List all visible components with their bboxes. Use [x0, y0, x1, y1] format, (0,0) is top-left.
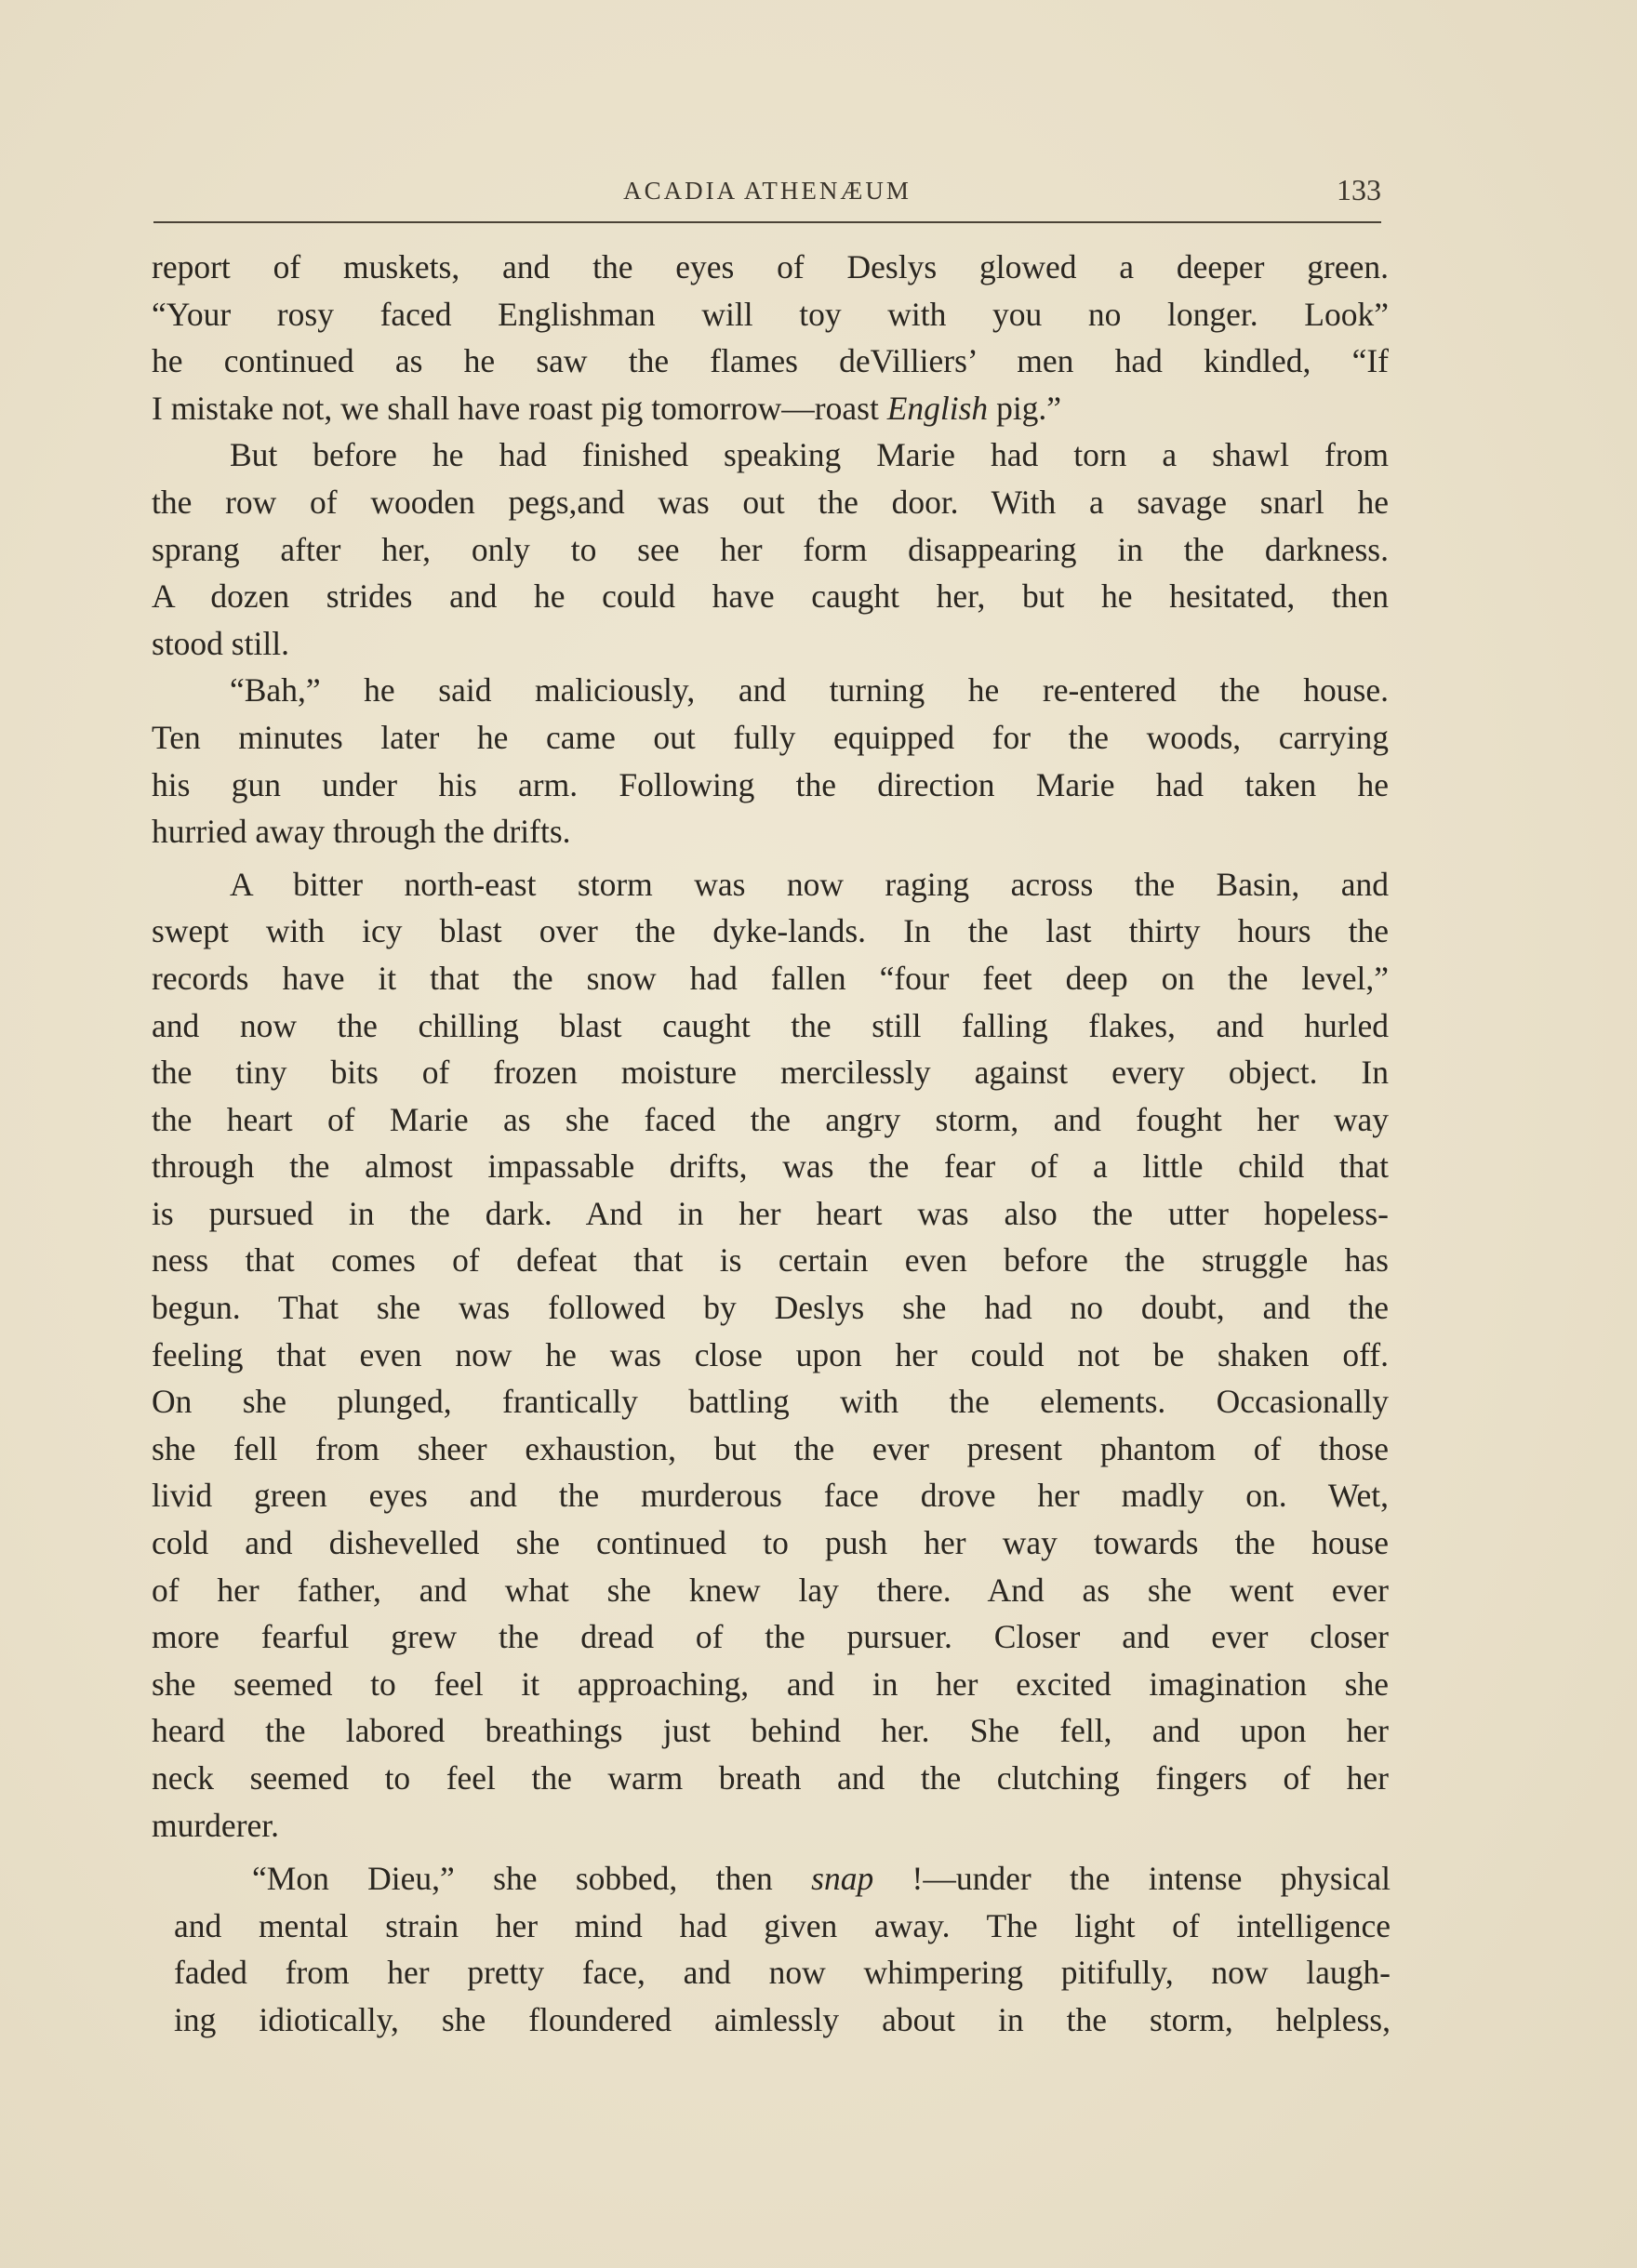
text-line: “Bah,” he said maliciously, and turning he re-entered the house.: [230, 671, 1389, 710]
text-line: and now the chilling blast caught the still falling flakes, and hurled: [152, 1006, 1389, 1044]
header-rule: [153, 221, 1381, 223]
text-line: the heart of Marie as she faced the angry storm, and fought her way: [152, 1100, 1389, 1138]
italic-word: snap: [811, 1860, 874, 1897]
text-line: he continued as he saw the flames deVilliers’ men had kindled, “If: [152, 342, 1389, 380]
text-line: murderer.: [152, 1806, 280, 1844]
running-head: ACADIA ATHENÆUM: [623, 177, 912, 205]
text-line: and mental strain her mind had given away. The light of intelligence: [174, 1906, 1391, 1944]
text-line: hurried away through the drifts.: [152, 813, 571, 851]
text-line: report of muskets, and the eyes of Deslys glowed a deeper green.: [152, 248, 1389, 285]
text-line: the tiny bits of frozen moisture mercilessly against every object. In: [152, 1054, 1389, 1092]
text-line: begun. That she was followed by Deslys she had no doubt, and the: [152, 1289, 1389, 1327]
text-line: A dozen strides and he could have caught her, but he hesitated, then: [152, 577, 1389, 616]
text-line: records have it that the snow had fallen “four feet deep on the level,”: [152, 959, 1389, 997]
text-line: swept with icy blast over the dyke-lands. In the last thirty hours the: [152, 912, 1389, 950]
paragraph-2: [152, 431, 1389, 667]
text-line: through the almost impassable drifts, was the fear of a little child that: [152, 1147, 1389, 1186]
text-line: On she plunged, frantically battling with the elements. Occasionally: [152, 1383, 1389, 1421]
text-line: more fearful grew the dread of the pursuer. Closer and ever closer: [152, 1618, 1389, 1656]
paragraph-3: [152, 667, 1389, 855]
paragraph-1: [152, 244, 1389, 431]
body-text: [152, 244, 1389, 1849]
text-line: cold and dishevelled she continued to push her way towards the house: [152, 1524, 1389, 1562]
text-line: ness that comes of defeat that is certain even before the struggle has: [152, 1241, 1389, 1280]
text-line: feeling that even now he was close upon her could not be shaken off.: [152, 1335, 1389, 1373]
italic-word: English: [886, 389, 989, 427]
text-line: is pursued in the dark. And in her heart was also the utter hopeless-: [152, 1194, 1389, 1232]
text-line: sprang after her, only to see her form disappearing in the darkness.: [152, 530, 1389, 568]
text-line: neck seemed to feel the warm breath and the clutching fingers of her: [152, 1759, 1389, 1797]
text-line: faded from her pretty face, and now whimpering pitifully, now laugh-: [174, 1954, 1391, 1992]
text-line: stood still.: [152, 624, 289, 662]
text-line: heard the labored breathings just behind her. She fell, and upon her: [152, 1712, 1389, 1750]
body-text-continued: [174, 1855, 1391, 2043]
text-line: his gun under his arm. Following the direction Marie had taken he: [152, 765, 1389, 803]
text-line: A bitter north-east storm was now raging across the Basin, and: [230, 865, 1389, 903]
text-line: the row of wooden pegs,and was out the door. With a savage snarl he: [152, 483, 1389, 521]
text-line-with-italic: I mistake not, we shall have roast pig tomorrow—roast English pig.”: [152, 389, 1062, 427]
text-line: she fell from sheer exhaustion, but the ever present phantom of those: [152, 1429, 1389, 1467]
paragraph-5: [174, 1855, 1391, 2043]
text-line: ing idiotically, she floundered aimlessly about in the storm, helpless,: [174, 2000, 1391, 2038]
text-line: “Your rosy faced Englishman will toy with you no longer. Look”: [152, 295, 1389, 333]
page-number: 133: [1337, 173, 1381, 206]
page-header: [153, 173, 1381, 219]
text-line: But before he had finished speaking Marie had torn a shawl from: [230, 436, 1389, 474]
text-line: livid green eyes and the murderous face drove her madly on. Wet,: [152, 1477, 1389, 1515]
paragraph-4: [152, 861, 1389, 1849]
text-line: Ten minutes later he came out fully equipped for the woods, carrying: [152, 718, 1389, 756]
text-line-with-italic: “Mon Dieu,” she sobbed, then snap !—under the intense physical: [252, 1860, 1391, 1897]
text-line: of her father, and what she knew lay there. And as she went ever: [152, 1571, 1389, 1609]
text-line: she seemed to feel it approaching, and in her excited imagination she: [152, 1665, 1389, 1703]
